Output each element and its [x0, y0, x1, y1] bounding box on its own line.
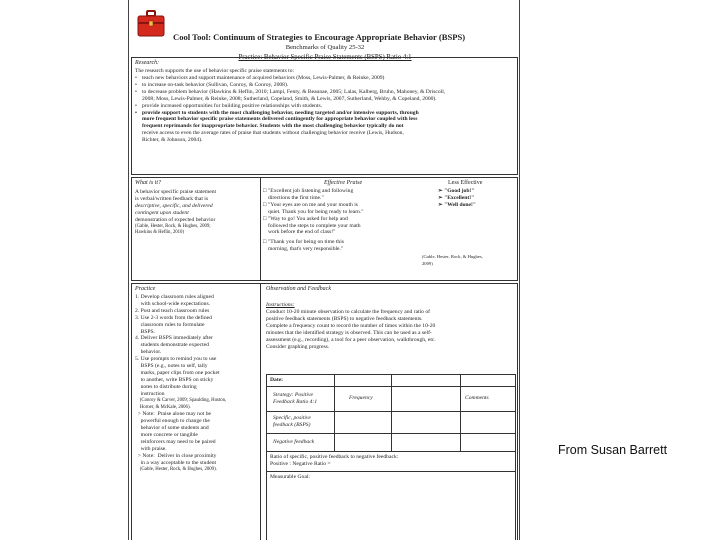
col-strategy-header: Strategy: Positive Feedback Ratio 4:1 — [273, 392, 318, 405]
list-item: • provide increased opportunities for building positive relationships with students. — [142, 103, 445, 110]
definition-line: contingent upon student — [135, 209, 189, 216]
practice-step-line: 1. Develop classroom rules aligned — [135, 294, 214, 300]
date-label: Date: — [270, 377, 284, 383]
definition-line: demonstration of expected behavior — [135, 216, 216, 223]
practice-step-line: behavior. — [135, 349, 162, 356]
practice-section — [131, 283, 518, 540]
document-header — [129, 8, 520, 61]
list-item: quiet. Thank you for being ready to learn." — [268, 208, 364, 215]
practice-step-line: 5. Use prompts to remind you to use — [135, 356, 217, 363]
practice-step-line: with school-wide expectations. — [135, 300, 211, 307]
practice-step-line: reinforcers may need to be paired — [135, 439, 216, 446]
definition-citation: (Gable, Hester, Rock, & Hughes, 2009; — [135, 223, 211, 229]
practice-step-line: classroom rules to formulate — [135, 321, 205, 328]
what-is-it-heading: What is it? — [135, 180, 162, 186]
page-title: Cool Tool: Continuum of Strategies to Encourage Appropriate Behavior (BSPS) — [173, 32, 466, 42]
list-item: • provide support to students with the most challenging behavior, needing targeted and/or intensive supports, through — [142, 110, 445, 117]
list-item: • to increase on-task behavior (Sullivan, Conroy, & Conroy, 2008). — [142, 82, 445, 89]
col-frequency-header: Frequency — [349, 395, 373, 401]
what-is-it-section — [131, 177, 518, 281]
toolbox-icon — [137, 10, 165, 38]
list-item: □ "Your eyes are on me and your mouth is — [263, 201, 358, 208]
practice-step-line: instruction — [135, 390, 165, 397]
list-item-continued: more frequent behavior specific praise statements delivered contingently for appropriate behavior coupled with less — [142, 116, 418, 123]
list-item: • teach new behaviors and support maintenance of acquired behaviors (Moss, Lewis-Palmer, & Reinke, 2009) — [142, 75, 445, 82]
practice-step-line: 2. Post and teach classroom rules — [135, 307, 210, 314]
instruction-line: Consider graphing progress. — [266, 343, 330, 350]
practice-step-line: BSPS (e.g., notes to self, tally — [135, 363, 208, 370]
less-effective-list — [438, 188, 476, 209]
practice-step-line: 4. Deliver BSPS immediately after — [135, 335, 213, 342]
practice-step-line: to another, write BSPS on sticky — [135, 376, 214, 383]
list-item-continued: receive access to even the average rates of praise that students without challenging behavior receive (Lewis, Hudson, — [142, 130, 404, 137]
list-item: directions the first time." — [268, 194, 324, 201]
practice-step-line: Horner, & McKale, 2006). — [135, 404, 191, 410]
row-specific-feedback: Specific, positive feedback (BSPS) — [273, 415, 311, 428]
list-item: □ "Way to go! You asked for help and — [263, 215, 348, 222]
list-item: morning, that's very responsible." — [268, 246, 344, 253]
list-item: ➢ "Good job!" — [438, 188, 475, 194]
practice-step-line: notes to distribute during — [135, 383, 197, 390]
list-item: work before the end of class!" — [268, 229, 336, 236]
practice-step-line: with praise. — [135, 445, 167, 452]
col-comments-header: Comments — [465, 395, 489, 401]
document-page — [128, 0, 520, 540]
effective-praise-list — [263, 188, 364, 253]
practice-step-line: behavior of some students and — [135, 425, 209, 432]
practice-heading: Practice — [135, 286, 156, 292]
practice-step-line: more concrete or tangible — [135, 432, 198, 439]
measurable-goal-label: Measurable Goal: — [270, 474, 310, 480]
list-item: □ "Excellent job listening and following — [263, 188, 354, 194]
practice-step-line: (Conroy & Carver, 2009; Spaulding, Huston, — [135, 397, 227, 403]
benchmarks-subtitle: Benchmarks of Quality 25-32 — [285, 44, 365, 51]
instruction-line: Complete a frequency count to record the number of times within the 10-20 — [266, 322, 436, 329]
practice-steps — [135, 294, 226, 474]
definition-line: A behavior specific praise statement — [135, 189, 217, 195]
research-list — [134, 75, 445, 144]
credit-caption: From Susan Barrett — [558, 443, 668, 457]
less-effective-heading: Less Effective — [448, 180, 483, 186]
instruction-line: Conduct 10-20 minute observation to calculate the frequency and ratio of — [266, 309, 431, 315]
effective-praise-heading: Effective Praise — [324, 180, 363, 186]
list-item-continued: Richter, & Johnson, 2004). — [142, 137, 203, 144]
instruction-line: positive feedback statements (BSPS) to negative feedback statements. — [266, 315, 423, 322]
observation-heading: Observation and Feedback — [266, 286, 331, 292]
definition-line: descriptive, specific, and delivered — [135, 202, 213, 209]
practice-step-line: 3. Use 2-3 words from the defined — [135, 314, 212, 321]
research-intro: The research supports the use of behavior specific praise statements to: — [135, 68, 295, 74]
practice-step-line: > Note: Praise alone may not be — [135, 411, 212, 418]
definition-line: is verbal/written feedback that is — [135, 195, 209, 202]
practice-step-line: students demonstrate expected — [135, 342, 209, 349]
list-item: □ "Thank you for being on time this — [263, 239, 344, 246]
list-item: • to decrease problem behavior (Hawkins & Heflin, 2010; Lampi, Fenty, & Beaunae, 2005; Lalas, Kalberg, Bruhn, Mahoney, & Driscoll, — [142, 89, 445, 96]
definition-citation: Hawkins & Heflin, 2010) — [135, 230, 185, 236]
instructions-text — [266, 309, 436, 350]
list-item-continued: frequent reprimands for inappropriate behavior. Students with the most challenging behavior typically do not — [142, 123, 404, 130]
practice-step-line: > Note: Deliver in close proximity — [135, 452, 217, 459]
less-effective-citation: (Gable, Hester, Rock, & Hughes, 2009) — [422, 254, 483, 266]
list-item-continued — [142, 96, 445, 103]
practice-step-line: in a way acceptable to the student — [135, 459, 217, 466]
practice-line: Practice: Behavior Specific Praise Statements (BSPS) Ratio 4:1 — [238, 54, 412, 61]
practice-step-line: marks, paper clips from one pocket — [135, 369, 220, 376]
column-divider — [260, 178, 261, 280]
ratio-text: Ratio of specific, positive feedback to negative feedback: Positive : Negative Ratio = — [270, 454, 399, 467]
research-heading: Research: — [135, 60, 160, 66]
row-negative-feedback: Negative feedback — [273, 439, 315, 445]
column-divider — [260, 284, 261, 540]
observation-table — [266, 374, 516, 540]
list-item-text: 2008; Moss, Lewis-Palmer, & Reinke, 2008; Sutherland, Copeland, Smith, & Lewis, 2007, Sutherland, Wehby, & Copeland, 2000). — [142, 95, 437, 102]
what-is-it-definition — [135, 189, 216, 237]
research-section — [131, 57, 518, 175]
instruction-line: minutes that the identified strategy is observed. This can be used as a self- — [266, 329, 432, 336]
list-item: ➢ "Excellent!" — [438, 194, 475, 201]
practice-step-line: (Gable, Hester, Rock, & Hughes, 2009). — [135, 466, 217, 472]
list-item: ➢ "Well done!" — [438, 201, 476, 208]
instruction-line: assessment (e.g., recording), a tool for a peer observation, walkthrough, etc. — [266, 336, 436, 343]
practice-step-line: BSPS. — [135, 328, 156, 335]
list-item: followed the steps to complete your math — [268, 222, 361, 229]
practice-step-line: powerful enough to change the — [135, 418, 210, 425]
instructions-label: Instructions: — [266, 302, 295, 308]
